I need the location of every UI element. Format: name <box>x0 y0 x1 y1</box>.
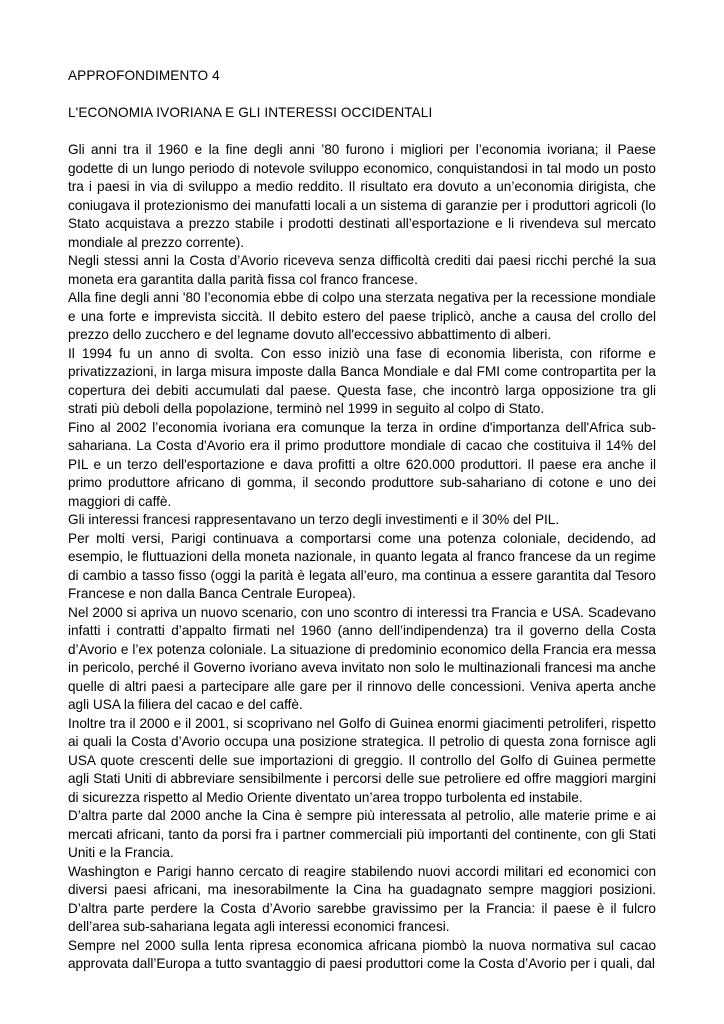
paragraph: Negli stessi anni la Costa d’Avorio riceveva senza difficoltà crediti dai paesi ricchi perché la sua moneta era garantita dalla parità fissa col franco francese. <box>68 253 656 287</box>
paragraph: Inoltre tra il 2000 e il 2001, si scoprivano nel Golfo di Guinea enormi giacimenti petroliferi, rispetto ai quali la Costa d’Avorio occupa una posizione strategica. Il petrolio di questa zona fornisce agli USA quote crescenti delle sue importazioni di greggio. Il controllo del Golfo di Guinea permette agli Stati Uniti di abbreviare sensibilmente i percorsi delle sue petroliere ed offre maggiori margini di sicurezza rispetto al Medio Oriente diventato un’area troppo turbolenta ed instabile. <box>68 715 656 805</box>
paragraph: Washington e Parigi hanno cercato di reagire stabilendo nuovi accordi militari ed economici con diversi paesi africani, ma inesorabilmente la Cina ha guadagnato sempre maggiori posizioni. D’altra parte perdere la Costa d’Avorio sarebbe gravissimo per la Francia: il paese è il fulcro dell’area sub-sahariana legata agli interessi economici francesi. <box>68 863 656 934</box>
document-body <box>68 67 656 974</box>
section-label: APPROFONDIMENTO 4 <box>68 68 220 83</box>
paragraph: Nel 2000 si apriva un nuovo scenario, con uno scontro di interessi tra Francia e USA. Scadevano infatti i contratti d’appalto firmati nel 1960 (anno dell’indipendenza) tra il governo della Costa d’Avorio e l’ex potenza coloniale. La situazione di predominio economico della Francia era messa in pericolo, perché il Governo ivoriano aveva invitato non solo le multinazionali francesi ma anche quelle di altri paesi a partecipare alle gare per il rinnovo delle concessioni. Veniva aperta anche agli USA la filiera del cacao e del caffè. <box>68 604 656 712</box>
paragraph: Sempre nel 2000 sulla lenta ripresa economica africana piombò la nuova normativa sul cacao approvata dall’Europa a tutto svantaggio di paesi produttori come la Costa d’Avorio per i quali, dal <box>68 937 656 971</box>
paragraph: Fino al 2002 l’economia ivoriana era comunque la terza in ordine d'importanza dell'Africa sub-sahariana. La Costa d'Avorio era il primo produttore mondiale di cacao che costituiva il 14% del PIL e un terzo dell'esportazione e dava profitti a oltre 620.000 produttori. Il paese era anche il primo produttore africano di gomma, il secondo produttore sub-sahariano di cotone e uno dei maggiori di caffè. <box>68 419 656 509</box>
paragraph: Per molti versi, Parigi continuava a comportarsi come una potenza coloniale, decidendo, ad esempio, le fluttuazioni della moneta nazionale, in quanto legata al franco francese da un regime di cambio a tasso fisso (oggi la parità è legata all’euro, ma continua a essere garantita dal Tesoro Francese e non dalla Banca Centrale Europea). <box>68 530 656 601</box>
paragraph: Gli interessi francesi rappresentavano un terzo degli investimenti e il 30% del PIL. <box>68 512 560 527</box>
paragraph: Gli anni tra il 1960 e la fine degli anni ’80 furono i migliori per l’economia ivoriana; il Paese godette di un lungo periodo di notevole sviluppo economico, conquistandosi in tal modo un posto tra i paesi in via di sviluppo a medio reddito. Il risultato era dovuto a un’economia dirigista, che coniugava il protezionismo dei manufatti locali a un sistema di garanzie per i produttori agricoli (lo Stato acquistava a prezzo stabile i prodotti destinati all’esportazione e li rivendeva sul mercato mondiale al prezzo corrente). <box>68 142 656 250</box>
paragraph: Il 1994 fu un anno di svolta. Con esso iniziò una fase di economia liberista, con riforme e privatizzazioni, in larga misura imposte dalla Banca Mondiale e dal FMI come contropartita per la copertura dei debiti accumulati dal paese. Questa fase, che incontrò larga opposizione tra gli strati più deboli della popolazione, terminò nel 1999 in seguito al colpo di Stato. <box>68 345 656 416</box>
document-title: L'ECONOMIA IVORIANA E GLI INTERESSI OCCIDENTALI <box>68 105 433 120</box>
paragraph: D’altra parte dal 2000 anche la Cina è sempre più interessata al petrolio, alle materie prime e ai mercati africani, tanto da porsi fra i partner commerciali più importanti del continente, con gli Stati Uniti e la Francia. <box>68 808 656 860</box>
paragraph: Alla fine degli anni '80 l’economia ebbe di colpo una sterzata negativa per la recessione mondiale e una forte e imprevista siccità. Il debito estero del paese triplicò, anche a causa del crollo del prezzo dello zucchero e del legname dovuto all'eccessivo abbattimento di alberi. <box>68 290 656 342</box>
